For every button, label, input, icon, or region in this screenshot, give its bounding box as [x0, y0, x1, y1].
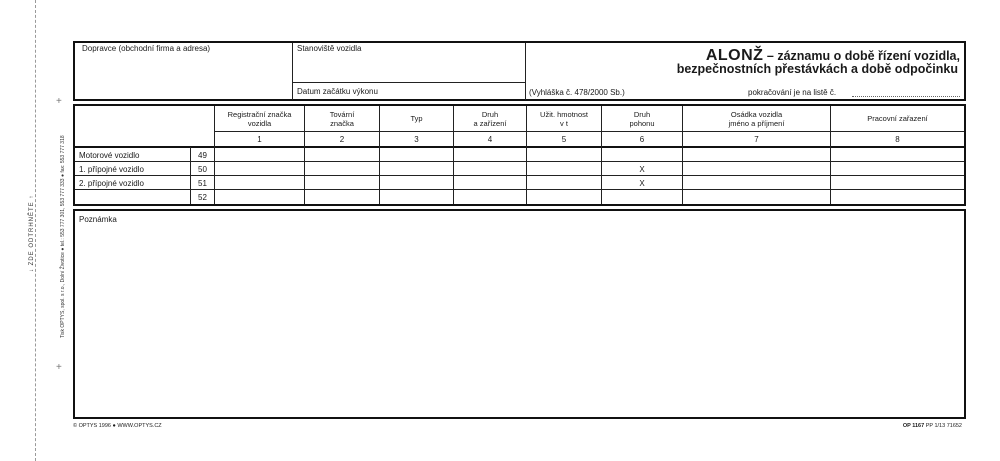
column-number: 8	[895, 135, 900, 144]
column-number: 4	[487, 135, 493, 144]
printer-imprint: Tisk OPTYS, spol. s r.o., Dolní Životice ● tel.: 553 777 301, 553 777 333 ● fax: 553 777 318	[60, 135, 66, 338]
row-label-trailer-1: 1. přípojné vozidlo	[79, 165, 144, 174]
column-number: 5	[561, 135, 567, 144]
form-subtitle: bezpečnostních přestávkách a době odpočinku	[676, 62, 958, 76]
footer-copyright: © OPTYS 1996 ● WWW.OPTYS.CZ	[73, 423, 162, 429]
column-number: 3	[414, 135, 419, 144]
vehicle-location-label: Stanoviště vozidla	[297, 44, 362, 53]
start-date-label: Datum začátku výkonu	[297, 87, 378, 96]
row-label-motor-vehicle: Motorové vozidlo	[79, 151, 140, 160]
carrier-label: Dopravce (obchodní firma a adresa)	[82, 44, 211, 53]
column-header-position: Pracovní zařazení	[867, 114, 928, 123]
tear-off-line	[35, 0, 36, 461]
drive-mark: X	[639, 165, 645, 174]
note-box	[73, 209, 966, 419]
row-code: 52	[198, 193, 207, 202]
column-header-crew: Osádka vozidla jméno a příjmení	[728, 110, 785, 128]
registration-mark: +	[56, 96, 62, 107]
continued-sheet-field	[852, 96, 960, 97]
column-number: 7	[754, 135, 759, 144]
column-number: 6	[639, 135, 645, 144]
tear-off-text	[29, 195, 35, 272]
drive-mark: X	[639, 179, 645, 188]
row-code: 51	[198, 179, 207, 188]
note-label: Poznámka	[79, 215, 117, 224]
arrow-down-icon: ↓	[29, 268, 35, 272]
column-header-make: Tovární značka	[329, 110, 355, 128]
registration-mark: +	[56, 362, 62, 373]
column-number: 1	[257, 135, 262, 144]
form-title: ALONŽ – záznamu o době řízení vozidla,	[705, 47, 960, 64]
continued-label: pokračování je na listě č.	[748, 88, 837, 97]
column-header-drive: Druh pohonu	[629, 110, 655, 128]
decree-reference: (Vyhláška č. 478/2000 Sb.)	[529, 88, 625, 97]
arrow-up-icon: ↑	[29, 194, 35, 199]
row-code: 50	[198, 165, 207, 174]
column-number: 2	[339, 135, 345, 144]
column-header-registration: Registrační značka vozidla	[227, 110, 292, 128]
cut-here-label: ZDE ODTRHNĚTE	[29, 201, 35, 266]
column-header-payload: Užit. hmotnost v t	[540, 110, 588, 128]
footer-form-code: OP 1167 PP 1/13 71652	[902, 423, 962, 429]
row-code: 49	[198, 151, 207, 160]
row-label-trailer-2: 2. přípojné vozidlo	[79, 179, 144, 188]
column-header-kind: Druh a zařízení	[473, 110, 507, 128]
column-header-type: Typ	[410, 114, 423, 123]
